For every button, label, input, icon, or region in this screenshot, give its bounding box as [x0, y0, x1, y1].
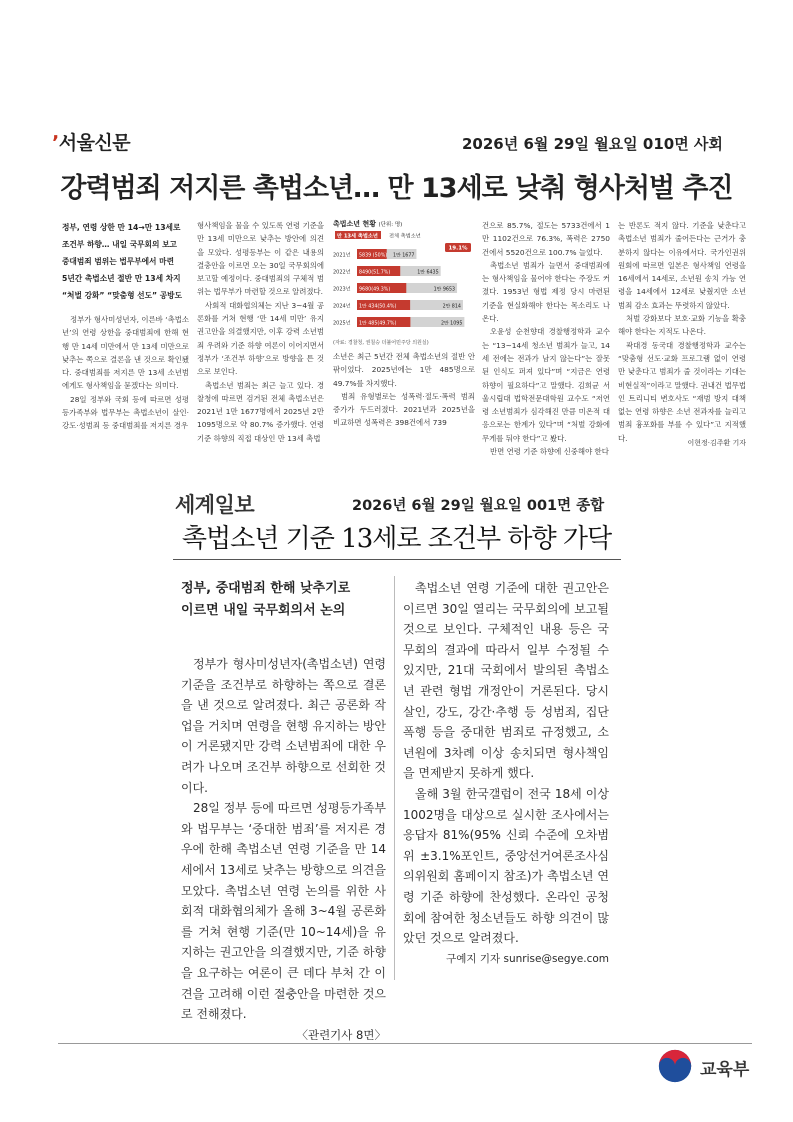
data-label-under13: 1만 485(49.7%) [359, 321, 397, 327]
article1-byline: 이현정·김주환 기자 [687, 439, 746, 447]
seoul-shinmun-logo: ʼ서울신문 [52, 132, 131, 154]
article1-subheads [62, 219, 189, 304]
article2-dateline: 2026년 6월 29일 월요일 001면 종합 [352, 498, 605, 514]
legend-label-under13: 만 13세 촉법소년 [337, 233, 378, 240]
paragraph: 오윤성 순천향대 경찰행정학과 교수는 “13~14세 청소년 범죄가 늘고, 14세 전에는 전과가 남지 않는다”는 잘못된 인식도 퍼져 있다”며 “지금은 연령 하향이 필요하다”고 말했다. 김희균 서울시립대 법학전문대학원 교수도 “저연령 소년범죄가 심각해진 만큼 미온적 대응으로는 한계가 있다”며 “처벌 강화에 무게를 둬야 한다”고 봤다. [482, 327, 610, 443]
legend-label-total: 전체 촉법소년 [389, 233, 421, 240]
paragraph: 촉법소년 연령 기준에 대한 권고안은 이르면 30일 열리는 국무회의에 보고될 것으로 보인다. 구체적인 내용 등은 국무회의 결과에 따라서 일부 수정될 수 있지만, 21대 국회에서 발의된 촉법소년 관련 형법 개정안이 거론된다. 당시 살인, 강도, 강간·추행 등 성범죄, 집단폭행 등을 중대한 범죄로 규정했고, 소년원에 3차례 이상 송치되면 형사책임을 면제받지 못하게 했다. [403, 581, 609, 781]
paragraph: 범죄 유형별로는 성폭력·절도·폭력 범죄 증가가 두드러졌다. 2021년과 2025년을 비교하면 성폭력은 398건에서 739 [333, 391, 475, 428]
article1-column-4 [482, 219, 610, 457]
paragraph: 반면 연령 기준 하향에 신중해야 한다 [490, 447, 609, 457]
callout-label: 19.1% [448, 245, 468, 252]
article2-byline: 구예지 기자 sunrise@segye.com [446, 952, 609, 965]
paragraph: 건으로 85.7%, 절도는 5733건에서 1만 1102건으로 76.3%, 폭력은 2750건에서 5520건으로 100.7% 늘었다. [482, 221, 610, 257]
chart-title: 촉법소년 현황 (단위: 명) [333, 220, 403, 228]
subhead-line: 정부, 중대범죄 한해 낮추기로 [181, 581, 351, 596]
headline-rule [173, 559, 621, 560]
paragraph: 촉법소년 범죄는 최근 늘고 있다. 경찰청에 따르면 검거된 전체 촉법소년은 2021년 1만 1677명에서 2025년 2만 1095명으로 약 80.7% 증가했다. 연령 기준 하향의 직접 대상인 만 13세 촉법 [197, 380, 324, 443]
paragraph: 사회적 대화협의체는 지난 3~4월 공론화를 거쳐 현행 ‘만 14세 미만’ 유지 권고안을 의결했지만, 이후 강력 소년범죄 우려와 기준 하향 여론이 이어지면서 정부가 ‘조건부 하향’으로 방향을 튼 것으로 보인다. [197, 300, 324, 377]
paragraph: 형사책임을 물을 수 있도록 연령 기준을 만 13세 미만으로 낮추는 방안에 의견을 모았다. 성평등부는 이 같은 내용의 결충안을 이르면 오는 30일 국무회의에 보고할 예정이다. 중대범죄의 구체적 범위는 법무부가 마련할 것으로 알려졌다. [197, 221, 324, 297]
subhead-line: 조건부 하향… 내일 국무회의 보고 [62, 240, 177, 249]
footer-rule [58, 1043, 752, 1044]
subhead-line: “처벌 강화” “맞춤형 선도” 공방도 [62, 291, 183, 300]
subhead-line: 이르면 내일 국무회의서 논의 [181, 602, 346, 618]
related-article-note: 〈관련기사 8면〉 [296, 1027, 386, 1042]
article2-column-right [403, 578, 609, 969]
article1-column-2 [197, 219, 324, 449]
paragraph: 정부가 형사미성년자, 이른바 ‘촉법소년’의 연령 상한을 중대범죄에 한해 현행 만 14세 미만에서 만 13세 미만으로 낮추는 쪽으로 결론을 낸 것으로 확인됐다. 중대범죄를 저지른 만 13세 소년범에게도 형사책임을 묻겠다는 의미다. [62, 315, 189, 391]
tick-label: 2022년 [333, 269, 351, 276]
column-divider [394, 576, 395, 980]
ministry-name: 교육부 [700, 1060, 750, 1080]
subhead-line: 정부, 연령 상한 만 14→만 13세로 [62, 223, 181, 232]
government-emblem-icon [656, 1047, 694, 1085]
article1-column-1 [62, 219, 189, 449]
chart-source: (자료: 경찰청, 권칠승 더불어민주당 의원실) [333, 340, 429, 346]
article1-column-3 [333, 350, 475, 450]
data-label-total: 2만 1095 [440, 321, 463, 327]
paragraph: 올해 3월 한국갤럽이 전국 18세 이상 1002명을 대상으로 실시한 조사에서는 응답자 81%(95% 신뢰 수준에 오차범위 ±3.1%포인트, 중앙선거여론조사심의위원회 홈페이지 참조)가 촉법소년 연령 기준 하향에 찬성했다. 온라인 공청회에 참여한 청소년들도 하향 의견이 많았던 것으로 알려졌다. [403, 786, 609, 946]
article2-headline: 촉법소년 기준 13세로 조건부 하향 가닥 [181, 524, 612, 554]
paragraph: 소년은 최근 5년간 전체 촉법소년의 절반 안팎이었다. 2025년에는 1만 485명으로 49.7%를 차지했다. [333, 352, 475, 388]
paragraph: 촉법소년 범죄가 늘면서 중대범죄에는 형사책임을 물어야 한다는 주장도 커졌다. 1953년 형법 제정 당시 마련된 기준을 현실화해야 한다는 목소리도 나온다. [482, 260, 610, 324]
paragraph: 28일 정부와 국회 등에 따르면 성평등가족부와 법무부는 촉법소년이 살인·강도·성범죄 등 중대범죄를 저지른 경우 [62, 394, 189, 431]
subhead-line: 중대범죄 범위는 법무부에서 마련 [62, 257, 174, 266]
article1-dateline: 2026년 6월 29일 월요일 010면 사회 [462, 135, 723, 153]
tick-label: 2021년 [333, 252, 351, 259]
paragraph: 정부가 형사미성년자(촉법소년) 연령 기준을 조건부로 하향하는 쪽으로 결론을 낸 것으로 알려졌다. 최근 공론화 작업을 거치며 연령을 현행 유지하는 방안이 거론됐지만 강력 소년범죄에 대한 우려가 나오며 조건부 하향으로 선회한 것이다. [181, 657, 386, 795]
data-label-total: 2만 814 [442, 304, 461, 310]
subhead-line: 5년간 촉법소년 절반 만 13세 차지 [62, 274, 181, 283]
data-label-under13: 1만 434(50.4%) [359, 304, 397, 310]
paragraph: 28일 정부 등에 따르면 성평등가족부와 법무부는 ‘중대한 범죄’를 저지른 경우에 한해 촉법소년 연령 기준을 만 14세에서 13세로 낮추는 방향으로 의견을 모았다. 촉법소년 연령 논의를 위한 사회적 대화협의체가 올해 3~4월 공론화를 거쳐 현행 기준(만 10~14세)을 유지하는 권고안을 의결했지만, 기준 하향을 요구하는 여론이 큰 데다 부처 간 이견을 고려해 이런 절충안을 마련한 것으로 전해졌다. [181, 801, 386, 1022]
article2-subheads [181, 578, 386, 621]
paragraph: 처벌 강화보다 보호·교화 기능을 확충해야 한다는 지적도 나온다. [618, 314, 746, 337]
data-label-under13: 5839 (50%) [359, 253, 388, 259]
tick-label: 2024년 [333, 303, 351, 310]
segye-ilbo-logo: 세계일보 [175, 493, 255, 517]
data-label-under13: 8490(51.7%) [359, 270, 391, 276]
article2-column-left [181, 654, 386, 1045]
paragraph: 는 반론도 적지 않다. 기준을 낮춘다고 촉법소년 범죄가 줄어든다는 근거가 충분하지 않다는 이유에서다. 국가인권위원회에 따르면 일본은 형사책임 연령을 16세에서 14세로, 소년원 송치 가능 연령을 14세에서 12세로 낮췄지만 소년범죄 감소 효과는 뚜렷하지 않았다. [618, 221, 746, 310]
data-label-total: 1만 6435 [417, 270, 439, 276]
tick-label: 2023년 [333, 286, 351, 293]
data-label-under13: 9680(49.3%) [359, 287, 391, 293]
paragraph: 곽대경 동국대 경찰행정학과 교수는 “맞춤형 선도·교화 프로그램 없이 연령만 낮춘다고 범죄가 줄 것이라는 기대는 비현실적”이라고 말했다. 권내건 법무법인 트리니티 변호사도 “재범 방지 대책 없는 연령 하향은 소년 전과자를 늘리고 범죄 흉포화를 부를 수 있다”고 지적했다. [618, 340, 746, 443]
tick-label: 2025년 [333, 320, 351, 327]
juvenile-offender-chart [333, 219, 477, 345]
data-label-total: 1만 1677 [393, 253, 415, 259]
chart-plot [333, 229, 477, 335]
article1-headline: 강력범죄 저지른 촉법소년… 만 13세로 낮춰 형사처벌 추진 [60, 173, 733, 204]
data-label-total: 1만 9653 [433, 287, 456, 293]
